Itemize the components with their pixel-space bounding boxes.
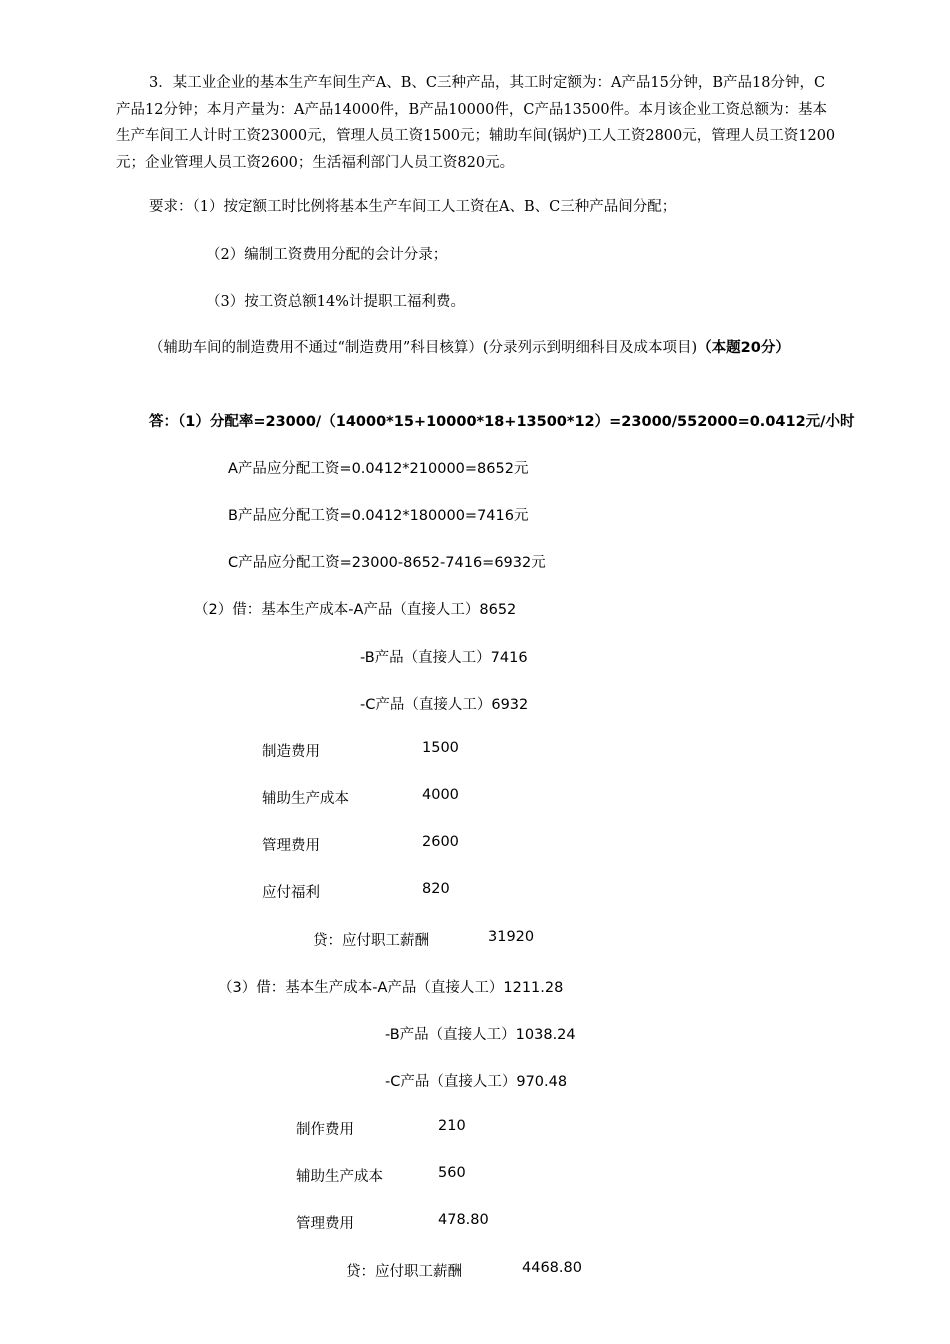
entry2-item-label: 管理费用 — [262, 838, 320, 854]
answer-b-product: B产品应分配工资=0.0412*180000=7416元 — [228, 508, 529, 524]
requirement-1: 要求：（1）按定额工时比例将基本生产车间工人工资在A、B、C三种产品间分配； — [149, 199, 677, 215]
entry2-debit-c: -C产品（直接人工）6932 — [360, 697, 529, 713]
entry2-item-amount: 820 — [422, 881, 450, 897]
question-paragraph: 3．某工业企业的基本生产车间生产A、B、C三种产品，其工时定额为：A产品15分钟，B产品18分钟，C产品12分钟；本月产量为：A产品14000件，B产品10000件，C产品13500件。本月该企业工资总额为：基本生产车间工人计时工资23000元，管理人员工资1500元；辅助车间(锅炉)工人工资2800元，管理人员工资1200元；企业管理人员工资2600；生活福利部门人员工资820元。 — [116, 75, 836, 171]
requirement-2: （2）编制工资费用分配的会计分录； — [206, 247, 448, 263]
entry2-item-amount: 4000 — [422, 787, 459, 803]
question-note — [116, 336, 838, 360]
entry3-debit-b: -B产品（直接人工）1038.24 — [385, 1027, 576, 1043]
entry2-credit-label: 贷：应付职工薪酬 — [313, 933, 429, 949]
answer-a-product: A产品应分配工资=0.0412*210000=8652元 — [228, 461, 529, 477]
entry2-credit-amount: 31920 — [488, 929, 535, 945]
entry2-item-label: 辅助生产成本 — [262, 791, 349, 807]
score-note: （本题20分） — [697, 340, 790, 356]
entry2-item-amount: 2600 — [422, 834, 459, 850]
entry3-debit-a: （3）借：基本生产成本-A产品（直接人工）1211.28 — [218, 980, 564, 996]
entry2-debit-b: -B产品（直接人工）7416 — [360, 650, 528, 666]
entry3-item-amount: 210 — [438, 1118, 466, 1134]
entry3-item-amount: 560 — [438, 1165, 466, 1181]
note-text: （辅助车间的制造费用不通过“制造费用”科目核算）(分录列示到明细科目及成本项目) — [149, 340, 698, 356]
answer-rate: 答：（1）分配率=23000/（14000*15+10000*18+13500*12）=23000/552000=0.0412元/小时 — [149, 414, 855, 430]
entry3-debit-c: -C产品（直接人工）970.48 — [385, 1074, 568, 1090]
answer-c-product: C产品应分配工资=23000-8652-7416=6932元 — [228, 555, 546, 571]
entry3-item-amount: 478.80 — [438, 1212, 489, 1228]
entry3-item-label: 管理费用 — [296, 1216, 354, 1232]
entry3-credit-label: 贷：应付职工薪酬 — [346, 1264, 462, 1280]
entry2-item-label: 应付福利 — [262, 885, 320, 901]
entry2-debit-a: （2）借：基本生产成本-A产品（直接人工）8652 — [194, 602, 517, 618]
entry2-item-amount: 1500 — [422, 740, 459, 756]
requirement-3: （3）按工资总额14%计提职工福利费。 — [206, 294, 465, 310]
entry3-item-label: 辅助生产成本 — [296, 1169, 383, 1185]
entry3-item-label: 制作费用 — [296, 1122, 354, 1138]
entry2-item-label: 制造费用 — [262, 744, 320, 760]
entry3-credit-amount: 4468.80 — [522, 1260, 582, 1276]
